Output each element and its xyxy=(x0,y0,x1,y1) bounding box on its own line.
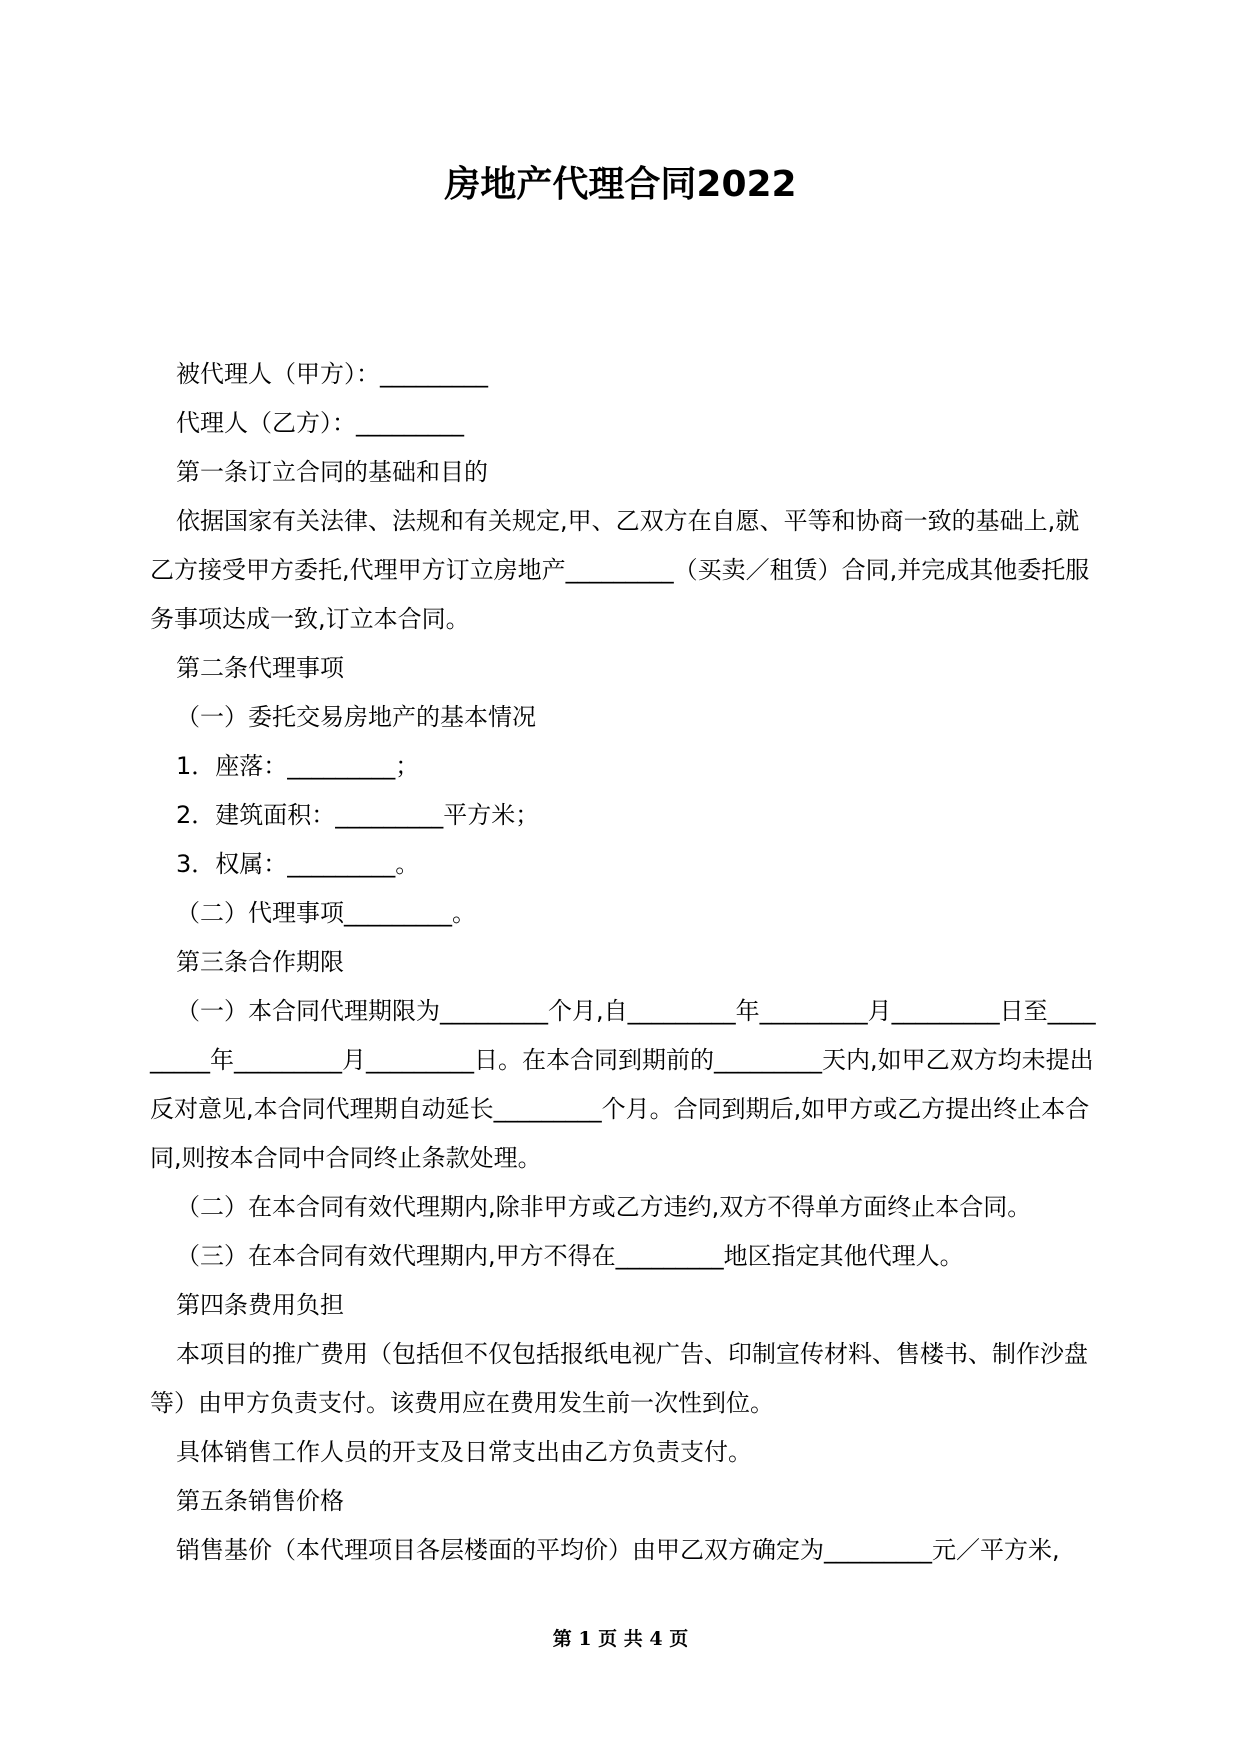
paragraph: （一）委托交易房地产的基本情况 xyxy=(176,703,536,731)
paragraph: 1．座落：_________； xyxy=(176,752,420,780)
paragraph: 2．建筑面积：_________平方米； xyxy=(176,801,540,829)
paragraph: 具体销售工作人员的开支及日常支出由乙方负责支付。 xyxy=(176,1438,752,1466)
paragraph: 依据国家有关法律、法规和有关规定,甲、乙双方在自愿、平等和协商一致的基础上,就乙方接受甲方委托,代理甲方订立房地产_________（买卖／租赁）合同,并完成其他委托服务事项达成一致,订立本合同。 xyxy=(150,507,1090,633)
paragraph: 被代理人（甲方）：_________ xyxy=(176,360,488,388)
paragraph: 第三条合作期限 xyxy=(176,948,344,976)
paragraph: 第二条代理事项 xyxy=(176,654,344,682)
paragraph: 第五条销售价格 xyxy=(176,1487,344,1515)
document-body xyxy=(150,350,1100,1575)
paragraph: 3．权属：_________。 xyxy=(176,850,420,878)
paragraph: （三）在本合同有效代理期内,甲方不得在_________地区指定其他代理人。 xyxy=(176,1242,964,1270)
paragraph: （一）本合同代理期限为_________个月,自_________年_________月_________日至_________年_________月_________日。在本合同到期前的_________天内,如甲乙双方均未提出反对意见,本合同代理期自动延长_________个月。合同到期后,如甲方或乙方提出终止本合同,则按本合同中合同终止条款处理。 xyxy=(150,997,1096,1172)
paragraph: 代理人（乙方）：_________ xyxy=(176,409,464,437)
paragraph: （二）代理事项_________。 xyxy=(176,899,476,927)
paragraph: 销售基价（本代理项目各层楼面的平均价）由甲乙双方确定为_________元／平方米, xyxy=(176,1536,1060,1564)
page-footer: 第 1 页 共 4 页 xyxy=(552,1628,689,1650)
document-title: 房地产代理合同2022 xyxy=(444,164,797,205)
paragraph: 第一条订立合同的基础和目的 xyxy=(176,458,488,486)
paragraph: （二）在本合同有效代理期内,除非甲方或乙方违约,双方不得单方面终止本合同。 xyxy=(176,1193,1032,1221)
paragraph: 本项目的推广费用（包括但不仅包括报纸电视广告、印制宣传材料、售楼书、制作沙盘等）由甲方负责支付。该费用应在费用发生前一次性到位。 xyxy=(150,1340,1088,1417)
paragraph: 第四条费用负担 xyxy=(176,1291,344,1319)
